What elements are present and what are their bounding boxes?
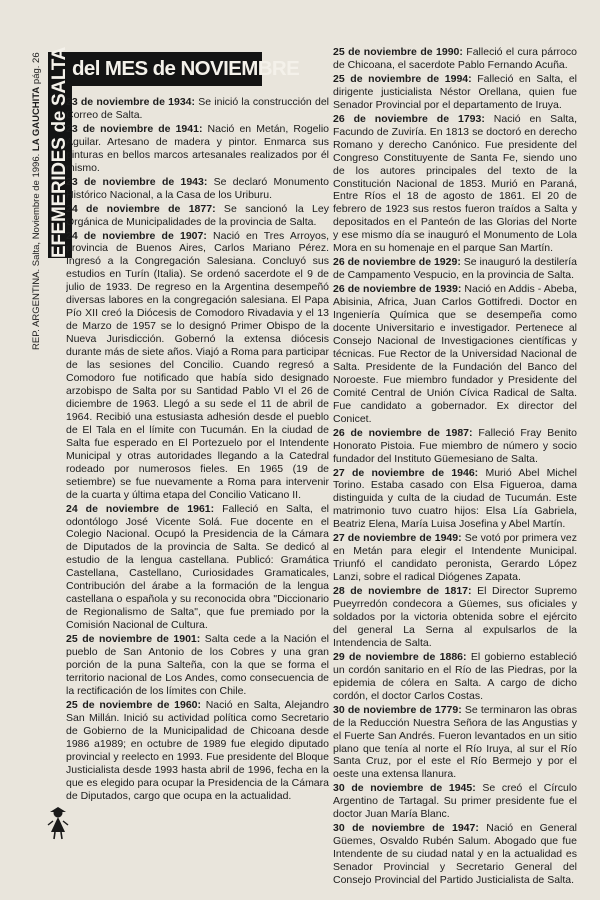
source-text: REP. ARGENTINA. Salta, Noviembre de 1996. (31, 153, 42, 350)
entry-text: El gobierno estableció un cordón sanitario en el Río de las Piedras, por la epidemia de cólera en Salta. A cargo de dicho cordón, el doctor Carlos Costas. (333, 650, 577, 702)
entry (333, 651, 577, 703)
entry-text: Falleció en Salta, el odontólogo José Vicente Solá. Fue docente en el Colegio Nacional. Ocupó la Presidencia de la Cámara de Diputados de la provincia de Salta. Se dedicó al estudio de la lengua castellana. Publicó: Gramática Castellana, Castellano, Curiosidades Gramaticales, Contribución del árabe a la formación de la lengua castellana o española y su reconocida obra "Diccionario de Regionalismo de Salta", que fue premiado por la Comisión Nacional de Cultura. (66, 502, 329, 632)
entry-date: 24 de noviembre de 1961: (66, 502, 215, 515)
right-column (333, 46, 577, 888)
entry-text: Se votó por primera vez en Metán para elegir el Intendente Municipal. Triunfó el candidato peronista, Gerardo López Lanzi, sobre el radical Diógenes Zapata. (333, 532, 577, 584)
entry-text: Murió Abel Michel Torino. Estaba casado con Elsa Figueroa, dama distinguida y culta de la ciudad de Tucumán. Este matrimonio tuvo cuatro hijos: Elsa Lía Gabriela, Beatriz Elena, María Luisa Josefina y Abel Martín. (333, 466, 577, 531)
entry (333, 822, 577, 887)
entry-date: 25 de noviembre de 1960: (66, 698, 201, 711)
entry-text: Falleció Fray Benito Honorato Pistoia. Fue miembro de número y socio fundador del Instituto Güemesiano de Salta. (333, 426, 577, 465)
entry-date: 26 de noviembre de 1929: (333, 256, 461, 269)
entry-date: 23 de noviembre de 1943: (66, 175, 208, 188)
entry-date: 28 de noviembre de 1817: (333, 585, 472, 598)
entry-text: Nació en Addis - Abeba, Abisinia, Africa, Juan Carlos Gottifredi. Doctor en Ingeniería Química que se desempeña como docente Universitario e investigador. Pertenece al Consejo Nacional de Investigaciones científicas y técnicas. Fue Rector de la Universidad Nacional de Salta. Presidente de la Fundación del Banco del Noroeste. Fue miembro fundador y Presidente del Comité Central de Unión Cívica Radical de Salta. Fue candidato a gobernador. Ex director del Conicet. (333, 283, 577, 425)
entry-text: Se creó el Círculo Argentino de Tartagal. Su primer presidente fue el doctor Juan María Blanc. (333, 782, 577, 821)
entry-text: Se inició la construcción del Correo de Salta. (66, 96, 329, 121)
entry-text: Se declaró Monumento Histórico Nacional, a la Casa de los Uriburu. (66, 175, 329, 201)
entry (66, 503, 329, 633)
entry (66, 230, 329, 502)
entry-date: 30 de noviembre de 1947: (333, 822, 479, 835)
magazine-name: LA GAUCHITA (31, 86, 42, 151)
entry-date: 24 de noviembre de 1907: (66, 229, 207, 242)
entry (333, 73, 577, 112)
entry-text: Se sancionó la Ley Orgánica de Municipalidades de la provincia de Salta. (66, 202, 329, 228)
entry-text: Nació en Salta, Facundo de Zuviría. En 1813 se doctoró en derecho Romano y derecho Canónico. Fue presidente del Congreso Constituyente de Santa Fe, siendo uno de los autores principales del texto de la Constitución Nacional de 1853. Murió en Paraná, Entre Ríos el 18 de agosto de 1861. El 20 de febrero de 1923 sus restos fueron traídos a Salta y depositados en el Panteón de las Glorias del Norte y ese mismo día se inauguró el Monumento de Lola Mora en su homenaje en el parque San Martín. (333, 112, 577, 255)
entry-date: 27 de noviembre de 1946: (333, 466, 479, 479)
entry (333, 585, 577, 650)
entry (66, 176, 329, 202)
entry-date: 26 de noviembre de 1987: (333, 426, 473, 439)
page-footer-vertical (27, 52, 47, 382)
entry (333, 782, 577, 821)
entry-date: 26 de noviembre de 1793: (333, 112, 485, 125)
entry (333, 283, 577, 425)
section-banner: EFEMERIDES de SALTA (49, 46, 70, 258)
entry (66, 203, 329, 229)
entry (333, 427, 577, 466)
entry-date: 25 de noviembre de 1990: (333, 46, 463, 58)
entry-text: Se terminaron las obras de la Reducción Nuestra Señora de las Angustias y el Fuerte San Andrés. Fueron levantados en un sitio plano que tenía al norte el Río Iruya, al sur el Río Santa Cruz, por el este el Río Bermejo y por el oeste una extensa llanura. (333, 703, 577, 781)
entry (66, 633, 329, 698)
entry-text: Nació en Tres Arroyos, provincia de Buenos Aires, Carlos Mariano Pérez. Ingresó a la Congregación Salesiana. Concluyó sus estudios en Turín (Italia). Se ordenó sacerdote el 9 de julio de 1933. De regreso en la Argentina desempeñó diversas labores en la congregación salesiana. El Papa Pío XII creó la Diócesis de Comodoro Rivadavia y el 13 de Marzo de 1957 se lo designó Primer Obispo de la Nueva Jurisdicción. Gobernó la extensa diócesis durante más de siete años. Viajó a Roma para participar de las sesiones del Concilio. Cuando regresó a Comodoro fue notificado que había sido designado arzobispo de Salta por su Santidad Pablo VI el 26 de diciembre de 1963. Llegó a su sede el 11 de abril de 1964. Recibió una estusiasta adhesión desde el pueblo de El Tala en el límite con Tucumán. En la ciudad de Salta fue esperado en El Portezuelo por el Intendente Municipal y otras autoridades llegando a la Catedral rodeado por numerosos fieles. En 1965 (19 de setiembre) se fue nuevamente a Roma para intervenir de la cuarta y última etapa del Concilio Vaticano II. (66, 229, 329, 501)
entry-date: 26 de noviembre de 1939: (333, 283, 462, 296)
entry-text: Nació en Salta, Alejandro San Millán. Inició su actividad política como Secretario de Gobierno de la Municipalidad de Chicoana desde 1986 a1989; en octubre de 1989 fue elegido diputado provincial y reelecto en 1993. Fue presidente del Bloque Justicialista desde 1993 hasta abril de 1996, fecha en la que es elegido para ocupar la Presidencia de la Cámara de Diputados, cargo que ocupa en la actualidad. (66, 698, 329, 802)
entry-text: Falleció en Salta, el dirigente justicialista Néstor Orellana, quien fue Senador Provincial por el departamento de Iruya. (333, 72, 577, 111)
entry-date: 23 de noviembre de 1941: (66, 122, 203, 135)
entry (333, 467, 577, 532)
page-number: pág. 26 (31, 52, 42, 84)
entry (66, 699, 329, 803)
entry-date: 27 de noviembre de 1949: (333, 532, 462, 545)
entry (333, 532, 577, 584)
entry-text: Nació en Metán, Rogelio Aguilar. Artesano de madera y pintor. Enmarca sus pinturas en bellos marcos artesanales realizados por él mismo. (66, 122, 329, 174)
entry-date: 29 de noviembre de 1886: (333, 650, 467, 663)
entry-date: 30 de noviembre de 1779: (333, 703, 462, 716)
entry-date: 30 de noviembre de 1945: (333, 782, 476, 795)
entry-text: Falleció el cura párroco de Chicoana, el sacerdote Pablo Fernando Acuña. (333, 46, 577, 71)
entry-date: 25 de noviembre de 1994: (333, 72, 472, 85)
entry (333, 113, 577, 255)
entry-date: 25 de noviembre de 1901: (66, 633, 201, 646)
entry (66, 96, 329, 122)
entry-text: Se inauguró la destilería de Campamento Vespucio, en la provincia de Salta. (333, 256, 577, 282)
entry-text: Nació en General Güemes, Osvaldo Rubén Salum. Abogado que fue Intendente de su ciudad natal y en la actualidad es Senador Provincial y Secretario General del Consejo Provincial del Partido Justicialista de Salta. (333, 822, 577, 887)
left-column (66, 96, 329, 803)
entry (333, 46, 577, 72)
entry-text: El Director Supremo Pueyrredón condecora a Güemes, sus oficiales y soldados por la victoria obtenida sobre el ejército del general La Serna al expulsarlos de la Intendencia de Salta. (333, 585, 577, 649)
entry-date: 24 de noviembre de 1877: (66, 202, 216, 215)
entry (333, 704, 577, 782)
entry-date: 23 de noviembre de 1934: (66, 96, 196, 108)
page-title: del MES de NOVIEMBRE (72, 52, 262, 86)
gauchita-mascot-icon (46, 806, 70, 840)
entry-text: Salta cede a la Nación el pueblo de San Antonio de los Cobres y una gran porción de la puna Salteña, con la que se forma el territorio nacional de Los Andes, como consecuencia de la rectificación de los límites con Chile. (66, 633, 329, 697)
entry (333, 256, 577, 282)
entry (66, 123, 329, 175)
